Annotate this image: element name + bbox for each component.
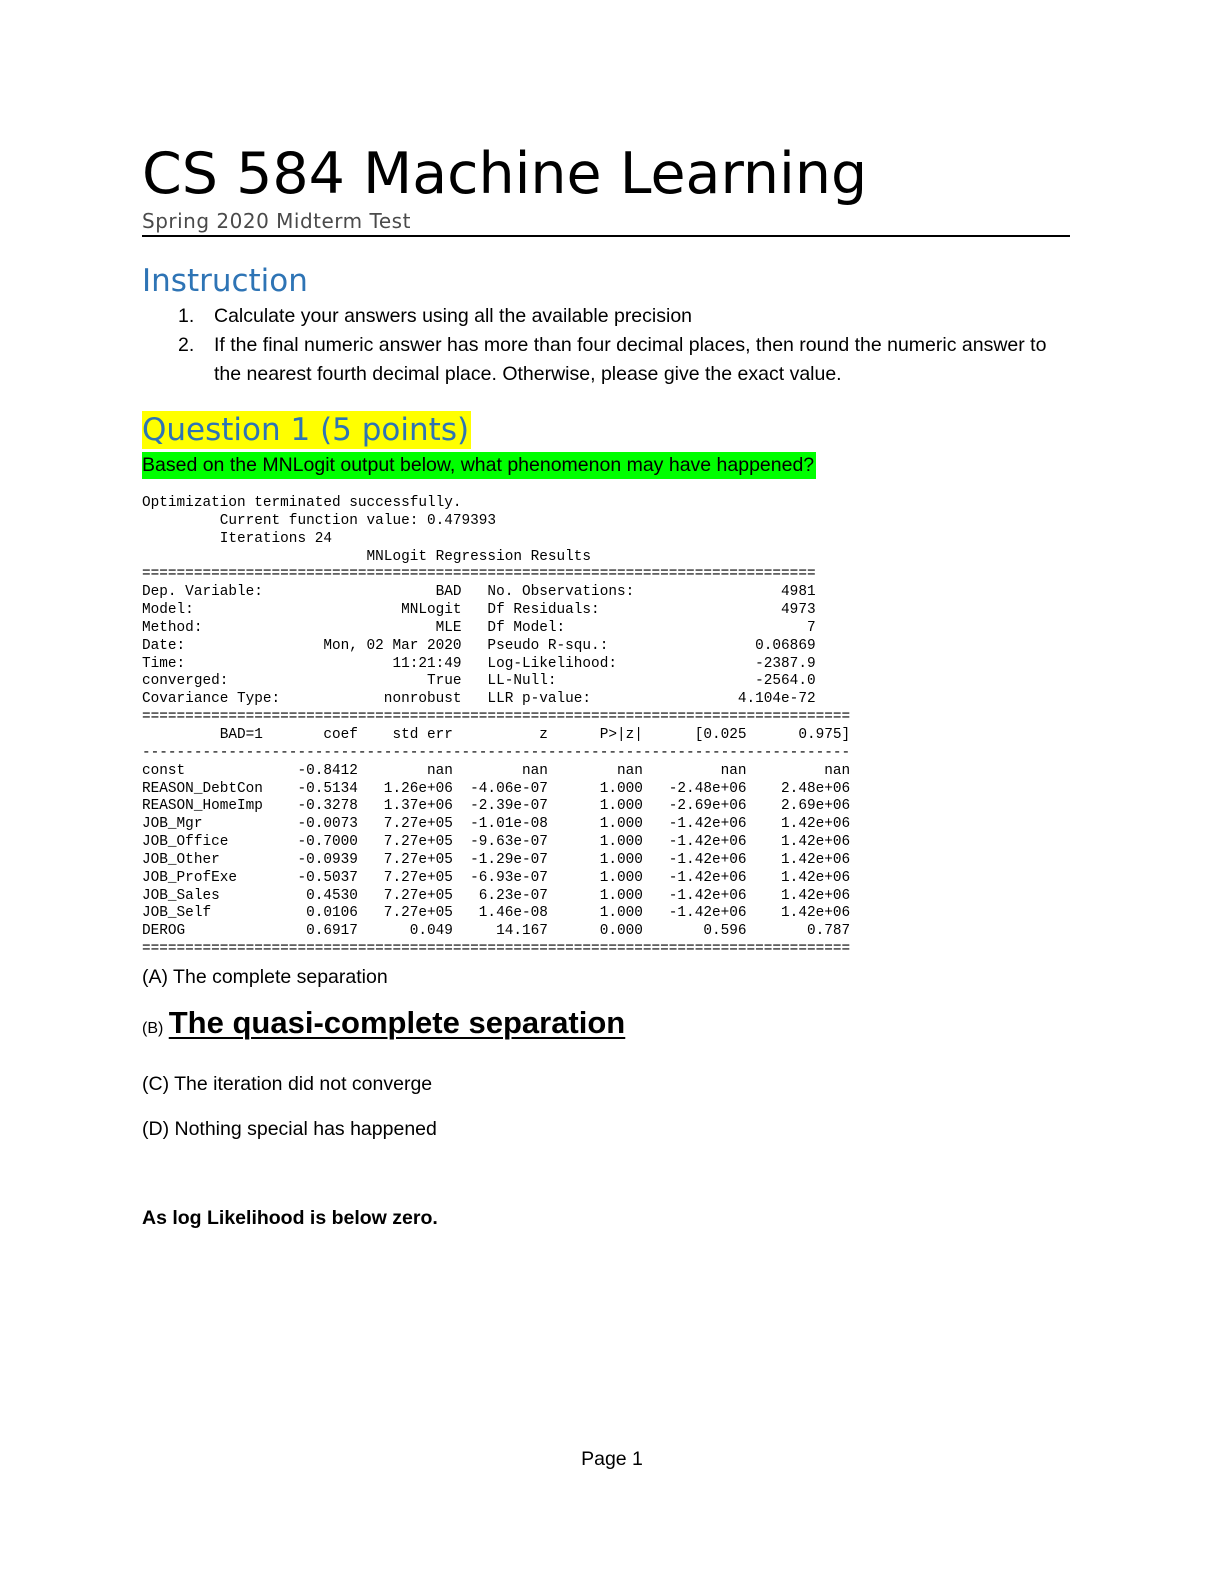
instruction-item <box>142 302 1072 331</box>
option-d: (D) Nothing special has happened <box>142 1118 437 1140</box>
instruction-item-text: If the final numeric answer has more than four decimal places, then round the numeric answer to the nearest fourth decimal place. Otherwise, please give the exact value. <box>214 334 1047 385</box>
instruction-item-number: 2. <box>178 334 195 356</box>
instruction-item <box>142 331 1072 389</box>
title-divider <box>142 235 1070 237</box>
question-1-heading: Question 1 (5 points) <box>142 412 470 448</box>
mnlogit-output: Optimization terminated successfully. Current function value: 0.479393 Iterations 24 MNLogit Regression Results ============================================================================== Dep. Variable: BAD No. Observations: 4981 Model: MNLogit Df Residuals: 4973 Method: MLE Df Model: 7 Date: Mon, 02 Mar 2020 Pseudo R-squ.: 0.06869 Time: 11:21:49 Log-Likelihood: -2387.9 converged: True LL-Null: -2564.0 Covariance Type: nonrobust LLR p-value: 4.104e-72 ================================================================================== BAD=1 coef std err z P>|z| [0.025 0.975] ---------------------------------------------------------------------------------- const -0.8412 nan nan nan nan nan REASON_DebtCon -0.5134 1.26e+06 -4.06e-07 1.000 -2.48e+06 2.48e+06 REASON_HomeImp -0.3278 1.37e+06 -2.39e-07 1.000 -2.69e+06 2.69e+06 JOB_Mgr -0.0073 7.27e+05 -1.01e-08 1.000 -1.42e+06 1.42e+06 JOB_Office -0.7000 7.27e+05 -9.63e-07 1.000 -1.42e+06 1.42e+06 JOB_Other -0.0939 7.27e+05 -1.29e-07 1.000 -1.42e+06 1.42e+06 JOB_ProfExe -0.5037 7.27e+05 -6.93e-07 1.000 -1.42e+06 1.42e+06 JOB_Sales 0.4530 7.27e+05 6.23e-07 1.000 -1.42e+06 1.42e+06 JOB_Self 0.0106 7.27e+05 1.46e-08 1.000 -1.42e+06 1.42e+06 DEROG 0.6917 0.049 14.167 0.000 0.596 0.787 ================================================================================== <box>142 495 851 958</box>
option-c: (C) The iteration did not converge <box>142 1073 433 1095</box>
instruction-heading: Instruction <box>142 263 308 299</box>
document-subtitle: Spring 2020 Midterm Test <box>142 209 411 233</box>
page-number: Page 1 <box>581 1448 643 1470</box>
question-1-prompt: Based on the MNLogit output below, what phenomenon may have happened? <box>142 452 816 479</box>
instruction-list <box>142 302 1072 389</box>
instruction-item-text: Calculate your answers using all the available precision <box>214 305 693 327</box>
option-b-answer: The quasi-complete separation <box>168 1005 626 1040</box>
option-b <box>142 1005 626 1042</box>
option-b-letter: (B) <box>142 1020 164 1037</box>
instruction-item-number: 1. <box>178 305 195 327</box>
document-title: CS 584 Machine Learning <box>142 141 868 207</box>
option-a: (A) The complete separation <box>142 966 388 988</box>
answer-explanation: As log Likelihood is below zero. <box>142 1207 438 1229</box>
